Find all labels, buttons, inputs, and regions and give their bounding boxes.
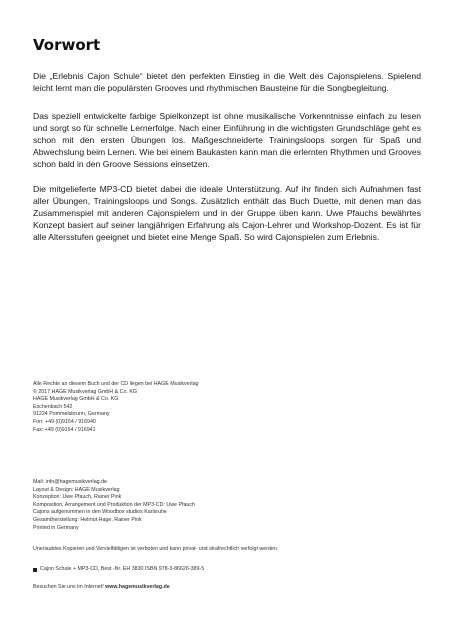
website-link[interactable]: www.hagemusikverlag.de: [105, 584, 170, 590]
paragraph-concept: Das speziell entwickelte farbige Spielkonzept ist ohne musikalische Vorkenntnisse einfach zu lesen und sorgt so für schnelle Lernerfolge. Nach einer Einführung in die wichtigsten Grundschläge geht es schon mit den ersten Übungen los. Maßgeschneiderte Trainingsloops sorgen für Spaß und Abwechslung beim Lernen. Wie bei einem Baukasten kann man die erlernten Rhythmen und Grooves schon bald in den Groove Sessions einsetzen.: [33, 111, 421, 169]
imprint-website-block: [33, 584, 423, 592]
imprint-concept: Konzeption: Uwe Pfauch, Rainer Pink: [33, 494, 122, 501]
imprint-notice-block: [33, 546, 423, 554]
imprint-recording: Cajons aufgenommen in den Woodbox studios Karlsruhe: [33, 509, 167, 516]
imprint-composition: Komposition, Arrangement und Produktion der MP3-CD: Uwe Pfauch: [33, 501, 195, 508]
imprint-publisher: HAGE Musikverlag GmbH & Co. KG: [33, 396, 119, 403]
website-line: [33, 584, 423, 592]
paragraph-intro: Die „Erlebnis Cajon Schule“ bietet den perfekten Einstieg in die Welt des Cajonspielens. Spielend leicht lernt man die populärsten Grooves und rhythmischen Bausteine für die Songbegleitung.: [33, 71, 421, 93]
imprint-rights: Alle Rechte an diesem Buch und der CD liegen bei HAGE Musikverlag: [33, 381, 199, 387]
imprint-copyright: © 2017 HAGE Musikverlag GmbH & Co. KG: [33, 388, 137, 395]
page-title: Vorwort: [33, 36, 101, 54]
imprint-credits-block: [33, 479, 423, 532]
square-bullet-icon: [33, 568, 37, 572]
imprint-fax: Fax: +49 (0)9154 / 916941: [33, 426, 96, 433]
imprint-city: 91224 Pommelsbrunn, Germany: [33, 411, 110, 418]
imprint-phone: Fon: +49 (0)9154 / 916940: [33, 418, 96, 425]
imprint-street: Eschenbach 542: [33, 403, 73, 410]
imprint-printed: Printed in Germany: [33, 524, 79, 531]
imprint-layout: Layout & Design: HAGE Musikverlag: [33, 486, 120, 493]
imprint-production: Gesamtherstellung: Helmut Hage, Rainer Pink: [33, 516, 142, 523]
imprint-order-block: [33, 566, 423, 574]
imprint-mail: Mail: info@hagemusikverlag.de: [33, 479, 107, 485]
order-line: [33, 566, 423, 574]
paragraph-cd: Die mitgelieferte MP3-CD bietet dabei die ideale Unterstützung. Auf ihr finden sich Aufnahmen fast aller Übungen, Trainingsloops und Songs. Zusätzlich enthält das Buch Duette, mit denen man das Zusammenspiel mit anderen Cajonspielern und in der Gruppe üben kann. Uwe Pfauchs bewährtes Konzept basiert auf seiner langjährigen Erfahrung als Cajon-Lehrer und Workshop-Dozent. Es ist für alle Altersstufen geeignet und bietet eine Menge Spaß. So wird Cajonspielen zum Erlebnis.: [33, 184, 421, 242]
imprint-order-info: Cajon Schule + MP3-CD, Best.-Nr. EH 3830 ISBN 978-3-86626-389-5: [40, 566, 205, 572]
imprint-publisher-block: [33, 381, 423, 434]
imprint-notice: Unerlaubtes Kopieren und Vervielfältigen ist verboten und kann privat- und strafrechtlich verfolgt werden.: [33, 546, 279, 552]
website-prefix: Besuchen Sie uns im Internet!: [33, 584, 104, 590]
